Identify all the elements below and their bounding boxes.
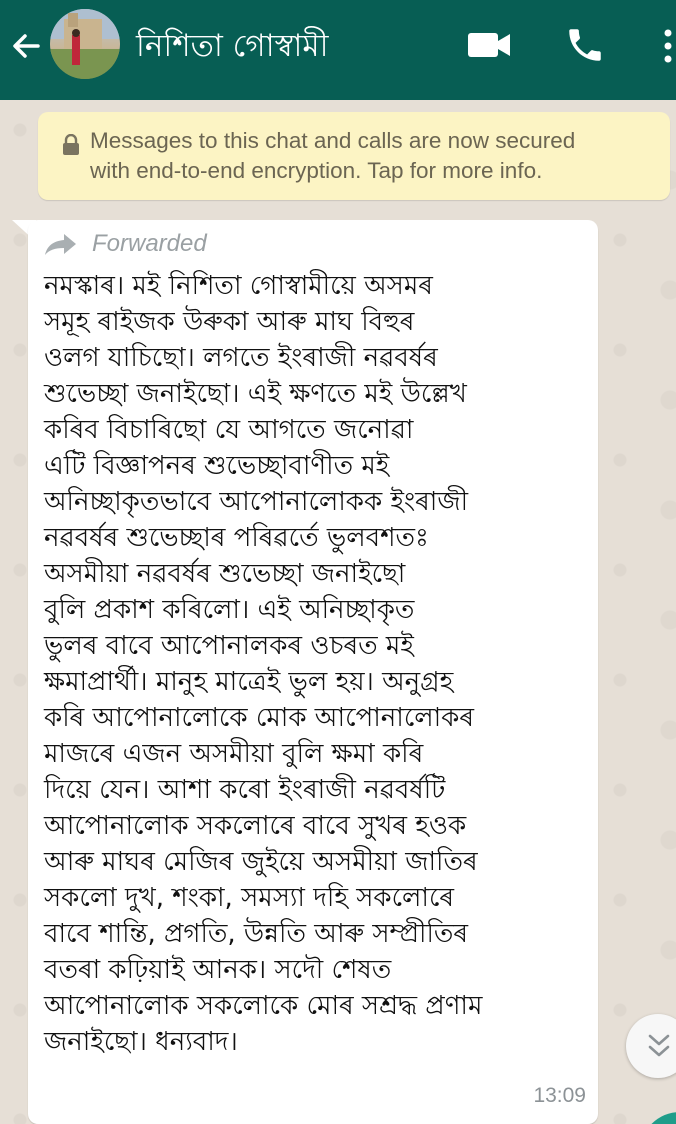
chat-header [0,0,676,100]
video-call-icon[interactable] [466,28,514,62]
message-line: কৰিব বিচাৰিছো যে আগতে জনোৱা [44,415,414,445]
more-vert-icon[interactable] [660,26,676,66]
message-text [44,268,590,1060]
message-line: আৰু মাঘৰ মেজিৰ জুইয়ে অসমীয়া জাতিৰ [44,847,478,877]
message-line: নৱবৰ্ষৰ শুভেচ্ছাৰ পৰিৱৰ্তে ভুলবশতঃ [44,523,429,553]
message-line: বতৰা কঢ়িয়াই আনক। সদৌ শেষত [44,955,392,985]
message-line: আপোনালোক সকলোৰে বাবে সুখৰ হওক [44,811,467,841]
message-line: অনিচ্ছাকৃতভাবে আপোনালোকক ইংৰাজী [44,487,469,517]
message-line: ওলগ যাচিছো। লগতে ইংৰাজী নৱবৰ্ষৰ [44,343,438,373]
message-line: সকলো দুখ, শংকা, সমস্যা দহি সকলোৰে [44,883,455,913]
notice-line-2: with end-to-end encryption. Tap for more info. [90,158,543,183]
message-line: নমস্কাৰ। মই নিশিতা গোস্বামীয়ে অসমৰ [44,271,433,301]
message-line: অসমীয়া নৱবৰ্ষৰ শুভেচ্ছা জনাইছো [44,559,406,589]
notice-line-1: Messages to this chat and calls are now secured [90,128,576,153]
phone-call-icon[interactable] [564,24,606,66]
message-line: ভুলৰ বাবে আপোনালকৰ ওচৰত মই [44,631,414,661]
encryption-notice[interactable] [38,112,670,200]
message-line: ক্ষমাপ্ৰাৰ্থী। মানুহ মাত্ৰেই ভুল হয়। অনুগ্ৰহ [44,667,454,697]
message-line: বাবে শান্তি, প্ৰগতি, উন্নতি আৰু সম্প্ৰীতিৰ [44,919,469,949]
message-line: সমূহ ৰাইজক উৰুকা আৰু মাঘ বিহুৰ [44,307,415,337]
message-line: জনাইছো। ধন্যবাদ। [44,1027,238,1057]
message-line: আপোনালোক সকলোকে মোৰ সশ্ৰদ্ধ প্ৰণাম [44,991,483,1021]
message-line: শুভেচ্ছা জনাইছো। এই ক্ষণতে মই উল্লেখ [44,379,467,409]
message-line: এটি বিজ্ঞাপনৰ শুভেচ্ছাবাণীত মই [44,451,390,481]
avatar[interactable] [50,9,120,79]
message-line: বুলি প্ৰকাশ কৰিলো। এই অনিচ্ছাকৃত [44,595,415,625]
message-line: কৰি আপোনালোকে মোক আপোনালোকৰ [44,703,475,733]
avatar-photo-icon [50,9,120,79]
chevron-down-icon [646,1032,672,1060]
lock-icon [62,134,80,156]
message-timestamp: 13:09 [533,1084,586,1107]
message-bubble[interactable] [28,220,598,1124]
message-line: মাজৰে এজন অসমীয়া বুলি ক্ষমা কৰি [44,739,424,769]
forwarded-label: Forwarded [92,230,207,257]
forward-arrow-icon [44,232,78,256]
back-arrow-icon[interactable] [8,28,44,64]
message-line: দিয়ে যেন। আশা কৰো ইংৰাজী নৱবৰ্ষটি [44,775,446,805]
contact-name[interactable]: নিশিতা গোস্বামী [136,28,329,64]
